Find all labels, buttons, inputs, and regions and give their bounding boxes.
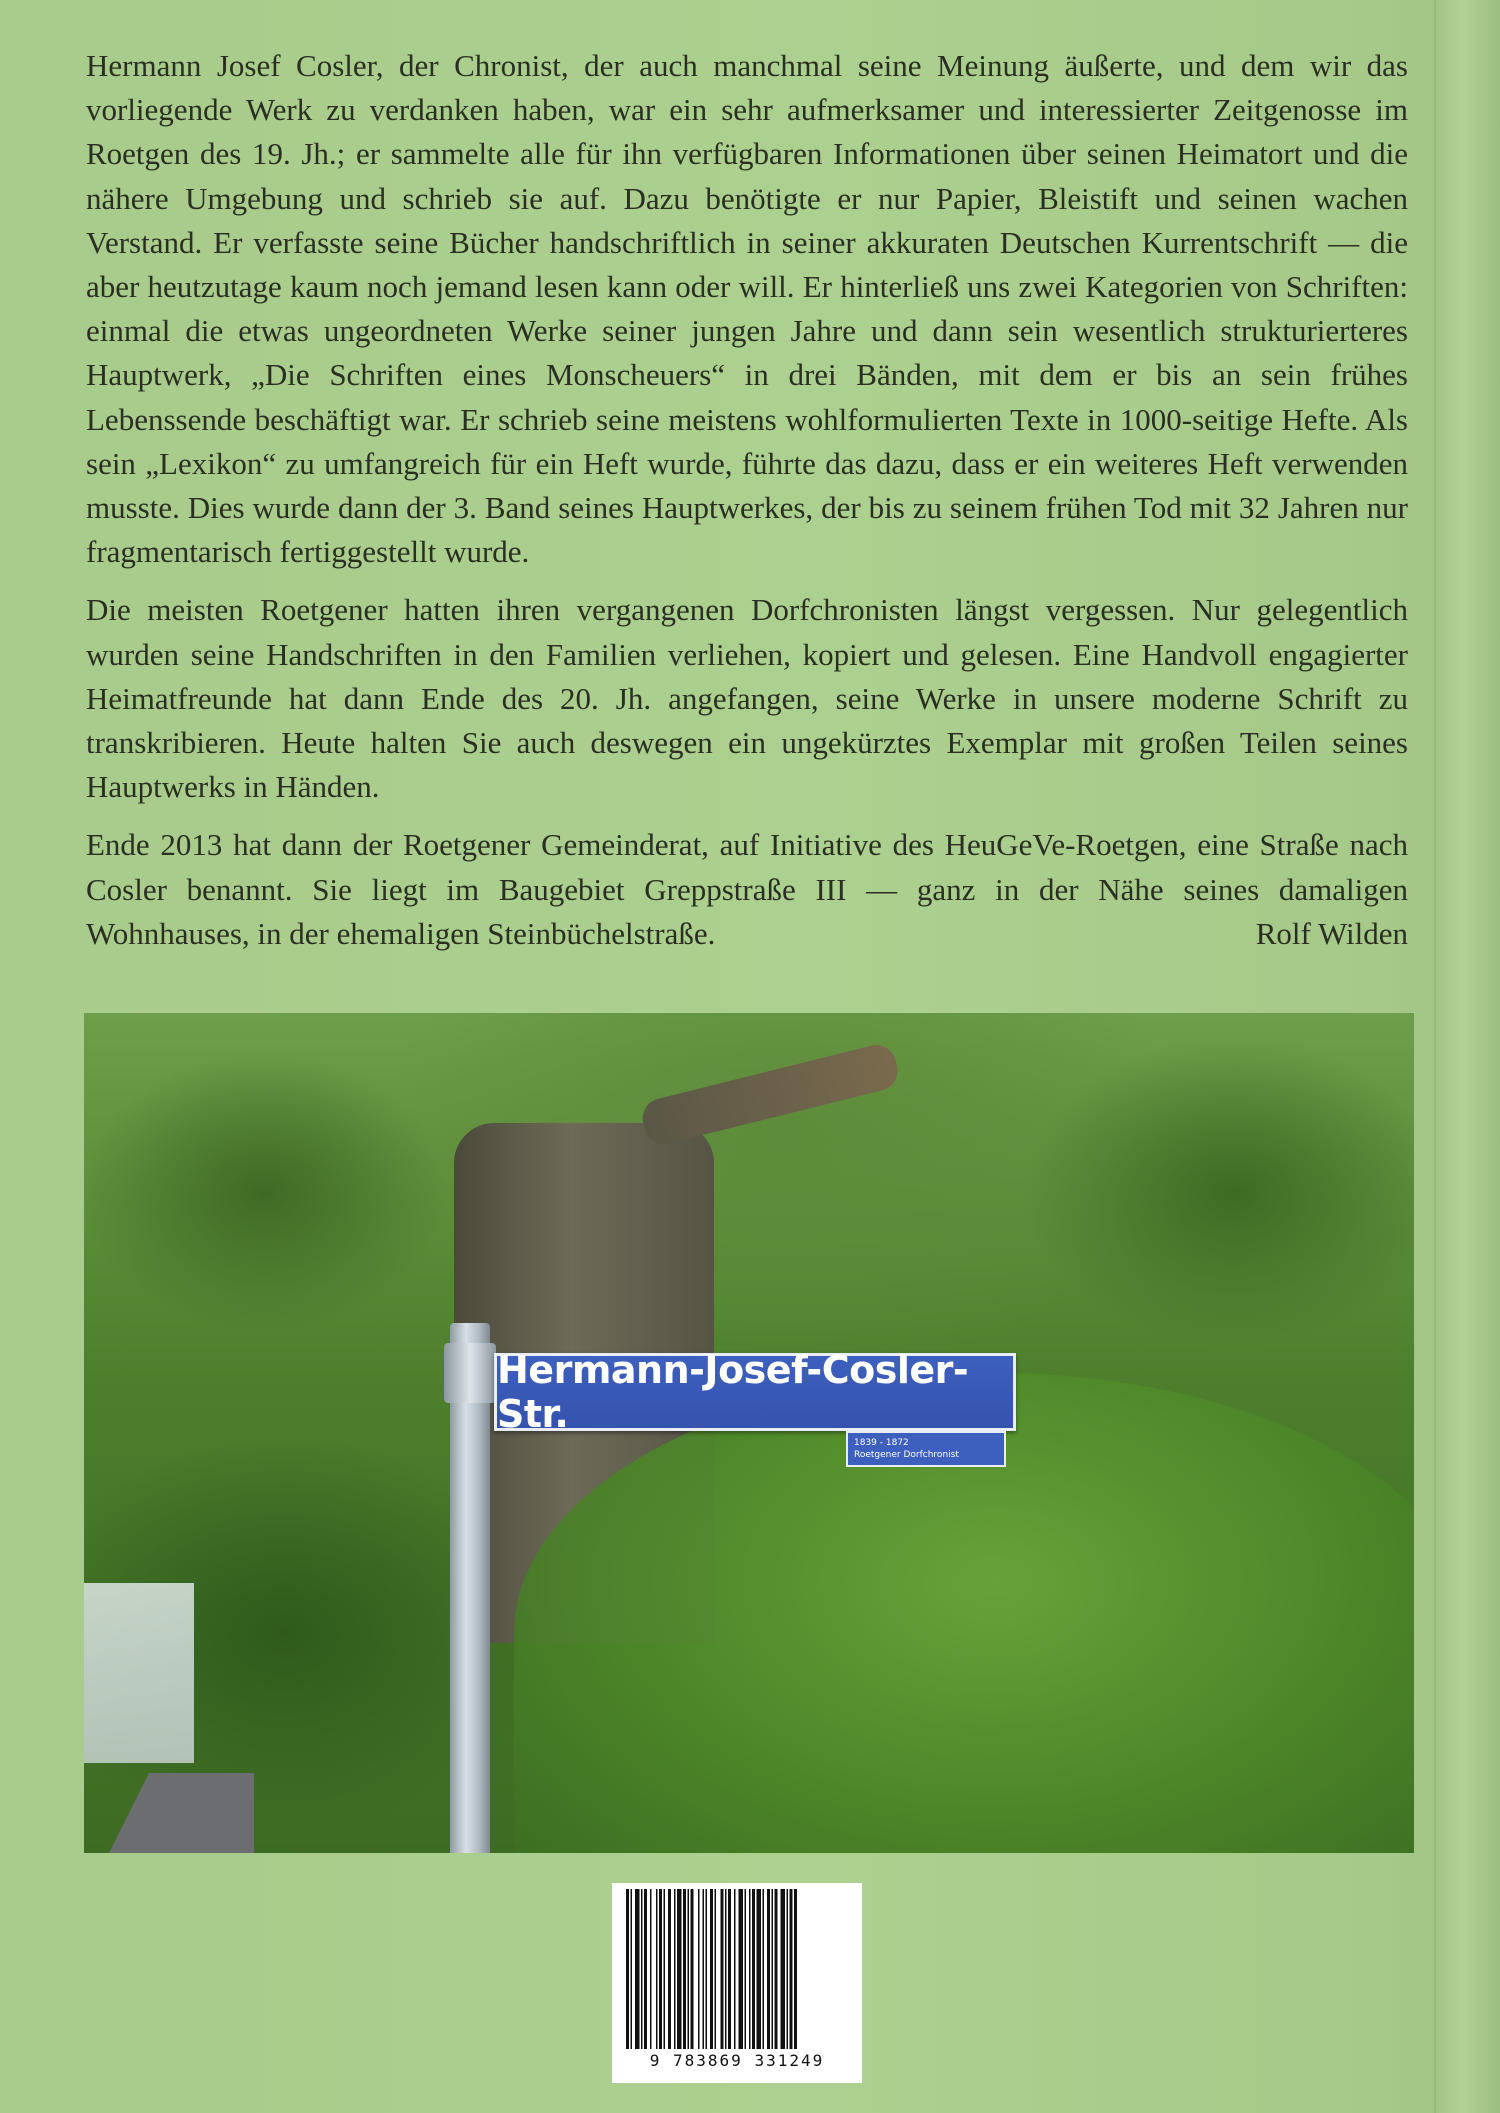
spine-edge xyxy=(1434,0,1500,2113)
barcode-bar xyxy=(691,1889,694,2049)
barcode-bar xyxy=(752,1889,755,2049)
barcode-bars xyxy=(622,1889,852,2049)
barcode-bar xyxy=(688,1889,690,2049)
barcode-bar xyxy=(734,1889,736,2049)
barcode-bar xyxy=(644,1889,647,2049)
barcode-bar xyxy=(794,1889,797,2049)
sky-patch xyxy=(84,1583,194,1763)
author-name: Rolf Wilden xyxy=(1255,915,1408,951)
barcode-bar xyxy=(767,1889,770,2049)
street-subsign xyxy=(846,1431,1006,1467)
barcode-bar xyxy=(757,1889,762,2049)
barcode-bar xyxy=(677,1889,682,2049)
barcode-bar xyxy=(775,1889,778,2049)
barcode-bar xyxy=(781,1889,786,2049)
barcode-bar xyxy=(728,1889,731,2049)
paragraph-2: Die meisten Roetgener hatten ihren vergangenen Dorfchronisten längst vergessen. Nur gelegentlich wurden seine Handschriften in den Familien verliehen, kopiert und gelesen. Eine Handvoll engagierter Heimatfreunde hat dann Ende des 20. Jh. angefangen, seine Werke in unsere moderne Schrift zu transkribieren. Heute halten Sie auch deswegen ein ungekürztes Exemplar mit großen Teilen seines Hauptwerks in Händen. xyxy=(86,592,1408,805)
barcode-bar xyxy=(703,1889,705,2049)
isbn-barcode xyxy=(612,1883,862,2083)
barcode-bar xyxy=(745,1889,747,2049)
subsign-caption: Roetgener Dorfchronist xyxy=(854,1450,959,1460)
barcode-bar xyxy=(698,1889,700,2049)
subsign-dates: 1839 - 1872 xyxy=(854,1438,909,1448)
barcode-bar xyxy=(674,1889,676,2049)
sign-pole-clamp xyxy=(444,1343,496,1403)
barcode-bar xyxy=(772,1889,774,2049)
barcode-bar xyxy=(790,1889,793,2049)
paragraph-3-text: Ende 2013 hat dann der Roetgener Gemeinderat, auf Initiative des HeuGeVe-Roetgen, eine Straße nach Cosler benannt. Sie liegt im Baugebiet Greppstraße III — ganz in der Nähe seines damaligen Wohnhauses, in der ehemaligen Steinbüchelstraße. xyxy=(86,827,1408,951)
barcode-bar xyxy=(683,1889,686,2049)
barcode-bar xyxy=(749,1889,751,2049)
barcode-bar xyxy=(706,1889,708,2049)
barcode-bar xyxy=(635,1889,640,2049)
tree-branch xyxy=(638,1041,901,1149)
paragraph-3 xyxy=(86,823,1408,956)
barcode-bar xyxy=(715,1889,717,2049)
street-sign-photo xyxy=(84,1013,1414,1853)
street-sign: Hermann-Josef-Cosler-Str. xyxy=(494,1353,1016,1431)
barcode-bar xyxy=(650,1889,652,2049)
blurb-text xyxy=(86,44,1408,970)
barcode-bar xyxy=(763,1889,765,2049)
barcode-bar xyxy=(631,1889,633,2049)
barcode-bar xyxy=(641,1889,643,2049)
barcode-bar xyxy=(659,1889,662,2049)
barcode-bar xyxy=(664,1889,666,2049)
barcode-bar xyxy=(656,1889,658,2049)
barcode-number: 9 783869 331249 xyxy=(649,2051,825,2070)
barcode-bar xyxy=(787,1889,789,2049)
barcode-bar xyxy=(710,1889,713,2049)
house-roof xyxy=(104,1773,254,1853)
paragraph-1: Hermann Josef Cosler, der Chronist, der auch manchmal seine Meinung äußerte, und dem wir das vorliegende Werk zu verdanken haben, war ein sehr aufmerksamer und interessierter Zeitgenosse im Roetgen des 19. Jh.; er sammelte alle für ihn verfügbaren Informationen über seinen Heimatort und die nähere Umgebung und schrieb sie auf. Dazu benötigte er nur Papier, Bleistift und seinen wachen Verstand. Er verfasste seine Bücher handschriftlich in seiner akkuraten Deutschen Kurrentschrift — die aber heutzutage kaum noch jemand lesen kann oder will. Er hinterließ uns zwei Kategorien von Schriften: einmal die etwas ungeordneten Werke seiner jungen Jahre und dann sein wesentlich strukturierteres Hauptwerk, „Die Schriften eines Monscheuers“ in drei Bänden, mit dem er bis an sein frühes Lebenssende beschäftigt war. Er schrieb seine meistens wohlformulierten Texte in 1000-seitige Hefte. Als sein „Lexikon“ zu umfangreich für ein Heft wurde, führte das dazu, dass er ein weiteres Heft verwenden musste. Dies wurde dann der 3. Band seines Hauptwerkes, der bis zu seinem frühen Tod mit 32 Jahren nur fragmentarisch fertiggestellt wurde. xyxy=(86,48,1408,570)
barcode-bar xyxy=(725,1889,727,2049)
barcode-bar xyxy=(668,1889,671,2049)
barcode-bar xyxy=(739,1889,744,2049)
barcode-bar xyxy=(626,1889,629,2049)
barcode-bar xyxy=(721,1889,724,2049)
